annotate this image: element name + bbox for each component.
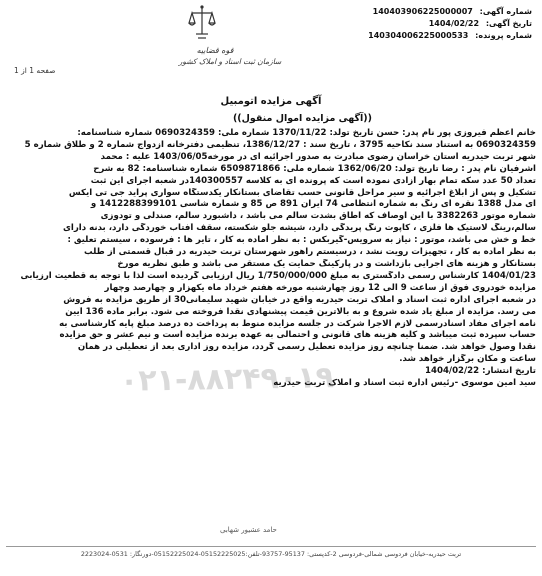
body-line: 0690324359 به استناد سند نکاحیه 3795 ، تاریخ سند : 1386/12/27، تنظیمی دفترخانه ازدواج شماره 2 و طلاق شماره 5 bbox=[24, 139, 536, 150]
body-line: بستانکار و هزینه های اجرایی بازداشت و در پارکینگ حمایت یک مستقر می باشد و طبق نظریه مورخ bbox=[117, 258, 536, 269]
org-name-registry: سازمان ثبت اسناد و املاک کشور bbox=[178, 57, 282, 66]
signature: سید امین موسوی -رئیس اداره ثبت اسناد و املاک تربت حیدریه bbox=[273, 378, 536, 389]
release-date: 1404/02/22 bbox=[425, 366, 480, 377]
stamp-text: حامد عشیور شهابی bbox=[220, 526, 277, 534]
org-name-judiciary: قوه قضاییه bbox=[196, 46, 234, 55]
judiciary-emblem-icon bbox=[188, 4, 216, 44]
page-indicator: صفحه 1 از 1 bbox=[14, 66, 56, 75]
watermark-phone: ۰۲۱-۸۸۲۴۹۰۱۹ bbox=[119, 360, 335, 399]
notice-date: 1404/02/22 bbox=[428, 19, 480, 28]
footer-divider bbox=[6, 546, 536, 547]
notice-date-label: تاریخ آگهی: bbox=[485, 19, 532, 28]
file-number-label: شماره پرونده: bbox=[475, 31, 532, 40]
file-number-row bbox=[272, 30, 532, 42]
notice-subtitle: ((آگهی مزایده اموال منقول)) bbox=[232, 113, 372, 124]
body-line: سالم،رینگ لاستیک ها فلزی ، کاپوت رنگ پریدگی دارد، شیشه جلو شکسته، سقف آفتاب خوردگی دارد، بدنه دارای bbox=[63, 223, 536, 234]
body-line: می رسد. مزایده از مبلغ یاد شده شروع و به بالاترین قیمت پیشنهادی نقداً فروخته می شود. برابر ماده 136 آیین bbox=[65, 306, 536, 317]
body-line: به نظر آماده به کار ، تجهیزات رویت نشد ، درسیستم راهور شهرستان تربت حیدریه در قبال قسمتی از طلب bbox=[84, 247, 536, 258]
body-line: تشکیل و پس از ابلاغ اجرائیه و سیر مراحل قانونی حسب تقاضای بستانکار یکدستگاه سواری پراید جی تی ایکس bbox=[68, 187, 536, 198]
footer-address: تربت حیدریه-خیابان فردوسی شمالی-فردوسی 2-کدپستی: 95137-93757-تلفن:05152225025-05152225024-دورنگار: 0531-2223024 bbox=[80, 550, 462, 558]
file-number: 140304006225000533 bbox=[368, 31, 469, 40]
notice-number-label: شماره آگهی: bbox=[479, 7, 532, 16]
notice-title: آگهی مزایده اتومبیل bbox=[220, 96, 322, 107]
notice-body bbox=[6, 128, 536, 390]
body-line: نقداً وصول خواهد شد. ضمناً چنانچه روز مزایده تعطیل رسمی گردد، مزایده روز اداری بعد از تعطیلی در همان bbox=[77, 342, 536, 353]
notice-number-row bbox=[272, 6, 532, 18]
body-line: خط و خش می باشد، موتور : نیاز به سرویس-گیربکس : به نظر آماده به کار ، تایر ها : فرسوده ، سیستم تعلیق : bbox=[67, 235, 536, 246]
body-line: ای مدل 1388 نقره ای رنگ به شماره انتظامی 74 ایران 891 ص 85 و شماره شاسی 1412288399101 و bbox=[90, 199, 536, 210]
body-line: مزایده خودروی فوق از ساعت 9 الی 12 روز چهارشنبه مورخه هفتم خرداد ماه یکهزار و چهارصد وچهار bbox=[104, 282, 536, 293]
notice-meta bbox=[272, 6, 532, 42]
body-line: حساب سپرده ثبت میباشد و کلیه هزینه های قانونی و احتمالی به عهده برنده مزایده است و نیم عشر و حق مزایده bbox=[59, 330, 536, 341]
body-line: ساعت و مکان برگزار خواهد شد. bbox=[399, 354, 536, 365]
body-line: اشرفیان نام پدر : رضا تاریخ تولد: 1362/06/20 شماره ملی: 6509871866 شماره شناسنامه: 82 به شرح bbox=[93, 163, 536, 174]
body-line: تعداد 50 عدد سکه تمام بهار آزادی نموده است که پرونده ای به کلاسه 140300557در شعبه اجرای این ثبت bbox=[90, 175, 536, 186]
body-line: 1404/01/23 کارشناس رسمی دادگستری به مبلغ 1/750/000/000 ریال ارزیابی گردیده است لذا با توجه به قطعیت ارزیابی bbox=[20, 270, 536, 281]
release-date-label: تاریخ انتشار: bbox=[482, 366, 536, 377]
body-line: شهر تربت حیدریه استان خراسان رضوی مبادرت به صدور اجرائیه ای در مورخه1403/06/05 علیه : محمد bbox=[100, 151, 536, 162]
notice-number: 140403906225000007 bbox=[372, 7, 473, 16]
notice-date-row bbox=[272, 18, 532, 30]
body-line: نامه اجرای مفاد اسنادرسمی لازم الاجرا شرکت در جلسه مزایده منوط به پرداخت ده درصد مبلغ پایه کارشناسی به bbox=[59, 318, 536, 329]
body-line: در شعبه اجرای اداره ثبت اسناد و املاک تربت حیدریه واقع در خیابان شهید سلیمانی30 از طریق مزایده به فروش bbox=[63, 294, 536, 305]
body-line: خانم اعظم فیروزی پور نام پدر: حسن تاریخ تولد: 1370/11/22 شماره ملی: 0690324359 شماره شناسنامه: bbox=[77, 128, 536, 138]
release-date-line bbox=[6, 366, 536, 378]
body-line: شماره موتور 3382263 با این اوصاف که اطاق بشدت سالم می باشد ، داشبورد سالم، صندلی و تودوزی bbox=[100, 211, 536, 222]
